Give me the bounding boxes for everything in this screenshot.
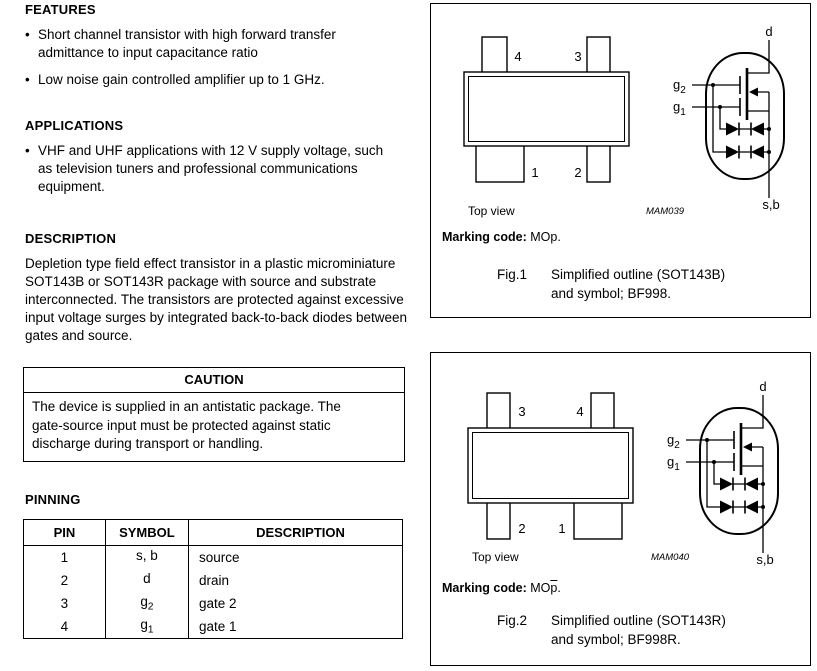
application-item xyxy=(25,142,387,196)
gate1-label: $g_1$ xyxy=(667,454,680,473)
drain-label: d xyxy=(759,381,767,394)
pinning-table xyxy=(23,519,403,639)
pin-symbol: s, b xyxy=(105,545,188,569)
pin-rect xyxy=(587,37,610,75)
left-column xyxy=(25,2,407,639)
pinning-header-row xyxy=(24,519,403,545)
pin-number: 1 xyxy=(60,549,69,565)
feature-item xyxy=(25,26,387,62)
pin-description: source xyxy=(188,545,402,569)
pin-label: 3 xyxy=(518,404,526,419)
pinning-heading: PINNING xyxy=(25,491,81,507)
table-row xyxy=(24,569,403,592)
pin-description: drain xyxy=(188,569,402,592)
diode-row2-wires xyxy=(707,440,763,507)
gate2-label: $g_2$ xyxy=(673,77,686,96)
pin-rect-wide xyxy=(476,143,524,182)
pin-number: 3 xyxy=(60,595,69,611)
description-paragraph: Depletion type field effect transistor in a plastic microminiature SOT143B or SOT143R package with source and substrate interconnected. The transistors are protected against excessive input voltage surges by integrated back-to-back diodes between gates and source. xyxy=(25,256,407,343)
table-row xyxy=(24,592,403,615)
pin-rect xyxy=(487,502,510,539)
table-row xyxy=(24,545,403,569)
features-heading: FEATURES xyxy=(25,2,96,17)
junction-dot xyxy=(767,150,771,154)
junction-dot xyxy=(761,505,765,509)
caution-text: The device is supplied in an antistatic package. The gate-source input must be protected against static discharge during transport or handling. xyxy=(32,399,341,451)
pin-rect xyxy=(591,393,614,430)
package-outline-sot143r xyxy=(461,387,641,545)
drain-lead xyxy=(741,395,763,428)
diode-triangle xyxy=(751,146,764,159)
package-body xyxy=(468,428,633,503)
figure2-box xyxy=(430,352,811,666)
pin-number: 4 xyxy=(60,618,69,634)
junction-dot xyxy=(767,127,771,131)
diode-triangle xyxy=(720,478,733,491)
table-row xyxy=(24,615,403,639)
pin-number: 2 xyxy=(60,572,69,588)
package-outline-sot143b xyxy=(459,30,639,188)
junction-dot xyxy=(718,105,722,109)
pin-rect xyxy=(587,145,610,182)
caution-heading: CAUTION xyxy=(24,368,404,393)
pin-rect xyxy=(482,37,507,75)
package-body xyxy=(464,72,629,146)
feature-item xyxy=(25,71,387,89)
bullet-icon: • xyxy=(25,27,30,42)
pin-label: 4 xyxy=(576,404,584,419)
source-bulk-label: s,b xyxy=(756,552,774,566)
figure-number: Fig.2 xyxy=(497,613,528,628)
drain-lead xyxy=(747,40,769,73)
junction-dot xyxy=(761,482,765,486)
marking-code-label: Marking code: xyxy=(442,230,527,244)
diode-triangle xyxy=(726,146,739,159)
diode-triangle xyxy=(745,501,758,514)
gate1-label: $g_1$ xyxy=(673,99,686,118)
feature-item-text: Low noise gain controlled amplifier up to 1 GHz. xyxy=(38,72,325,87)
junction-dot xyxy=(705,438,709,442)
marking-code-line: Marking code: $MO\overline{p}$. xyxy=(442,581,561,595)
pin-description: gate 2 xyxy=(188,592,402,615)
pin-label: 1 xyxy=(531,165,539,180)
diode-triangle xyxy=(726,123,739,136)
mosfet-symbol-bf998 xyxy=(656,26,791,211)
pin-symbol: $g_1$ xyxy=(105,615,188,639)
column-header-description: DESCRIPTION xyxy=(188,519,402,545)
application-item-text: VHF and UHF applications with 12 V supply voltage, such as television tuners and professional communications equipment. xyxy=(38,143,384,194)
figure-caption-text: Simplified outline (SOT143R) and symbol; BF998R. xyxy=(551,613,726,647)
junction-dot xyxy=(712,460,716,464)
symbol-envelope xyxy=(706,53,784,179)
figure1-box xyxy=(430,3,811,318)
bullet-icon: • xyxy=(25,72,30,87)
diode-triangle xyxy=(751,123,764,136)
pin-label: 4 xyxy=(514,49,522,64)
pin-rect xyxy=(487,393,510,430)
pin-label: 3 xyxy=(574,49,582,64)
applications-heading: APPLICATIONS xyxy=(25,118,124,133)
substrate-arrow-icon xyxy=(743,443,752,452)
top-view-label: Top view xyxy=(472,550,519,564)
caution-box xyxy=(23,367,405,462)
pin-description: gate 1 xyxy=(188,615,402,639)
figure-number: Fig.1 xyxy=(497,267,528,282)
pin-label: 2 xyxy=(518,521,526,536)
feature-item-text: Short channel transistor with high forward transfer admittance to input capacitance ratio xyxy=(38,27,336,60)
source-lead xyxy=(747,92,769,198)
marking-code-label: Marking code: xyxy=(442,581,527,595)
column-header-symbol: SYMBOL xyxy=(105,519,188,545)
drawing-code: MAM040 xyxy=(651,552,690,563)
diode-triangle xyxy=(745,478,758,491)
top-view-label: Top view xyxy=(468,204,515,218)
bullet-icon: • xyxy=(25,143,30,158)
symbol-envelope xyxy=(700,408,778,534)
pin-symbol: $g_2$ xyxy=(105,592,188,615)
marking-code-line: Marking code: MOp. xyxy=(442,230,561,244)
source-bulk-label: s,b xyxy=(762,197,780,211)
drain-label: d xyxy=(765,26,773,39)
drawing-code: MAM039 xyxy=(646,206,685,217)
gate2-label: $g_2$ xyxy=(667,432,680,451)
source-lead xyxy=(741,447,763,553)
substrate-arrow-icon xyxy=(749,88,758,97)
figure-caption-text: Simplified outline (SOT143B) and symbol; BF998. xyxy=(551,267,726,301)
diode-row2-wires xyxy=(713,85,769,152)
pin-label: 2 xyxy=(574,165,582,180)
diode-triangle xyxy=(720,501,733,514)
description-heading: DESCRIPTION xyxy=(25,231,117,246)
pin-label: 1 xyxy=(558,521,566,536)
figure-caption xyxy=(497,265,725,303)
figure-caption xyxy=(497,611,726,649)
junction-dot xyxy=(711,83,715,87)
pin-rect-wide xyxy=(574,502,622,539)
pin-symbol: d xyxy=(105,569,188,592)
column-header-pin: PIN xyxy=(24,519,106,545)
mosfet-symbol-bf998r xyxy=(650,381,785,566)
